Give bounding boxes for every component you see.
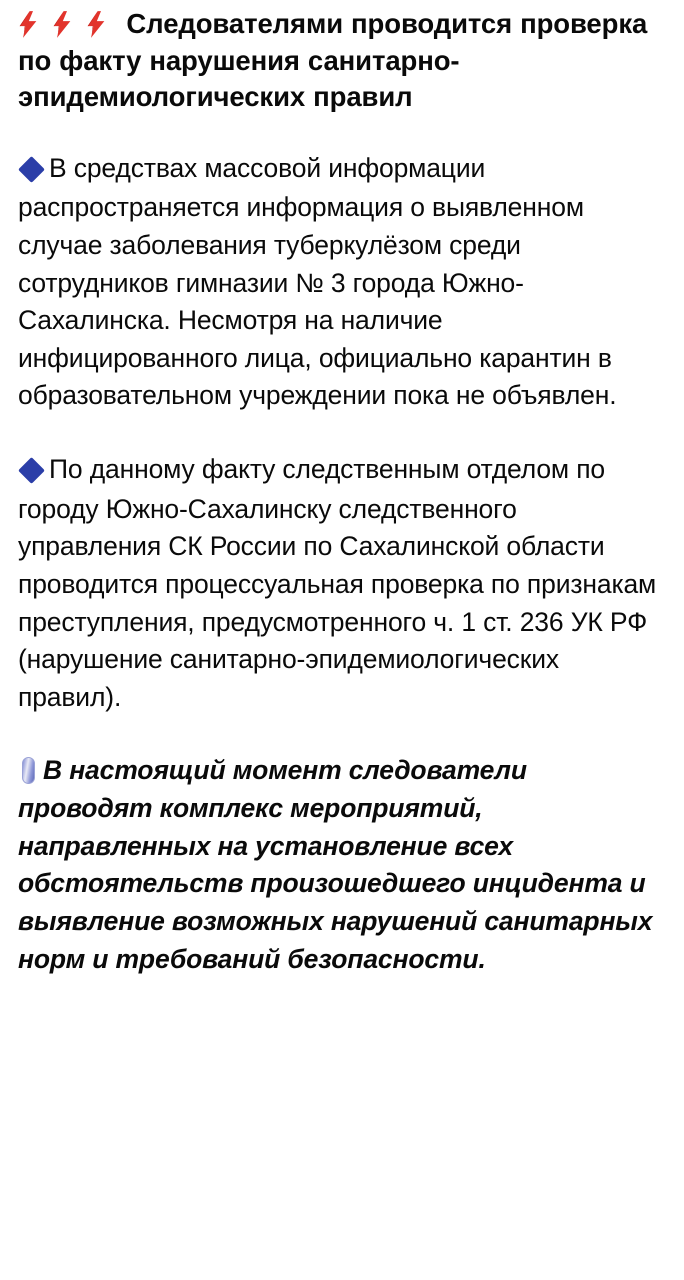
post-paragraph-text: В средствах массовой информации распространяется информация о выявленном случае заболевания туберкулёзом среди сотрудников гимназии № 3 города Южно-Сахалинска. Несмотря на наличие инфицированного лица, официально карантин в образовательном учреждении пока не объявлен.: [18, 152, 617, 411]
blue-capsule-icon: [22, 757, 35, 784]
lightning-bolt-icon: [86, 11, 106, 38]
post-paragraph-text: По данному факту следственным отделом по городу Южно-Сахалинску следственного управления СК России по Сахалинской области проводится процессуальная проверка по признакам преступления, предусмотренного ч. 1 ст. 236 УК РФ (нарушение санитарно-эпидемиологических правил).: [18, 454, 657, 712]
post-headline: [18, 6, 666, 116]
lightning-bolt-icon: [18, 11, 38, 38]
post-paragraph: [18, 451, 666, 716]
blue-diamond-icon: [22, 453, 41, 491]
lightning-bolt-icon-group: [18, 8, 120, 39]
post-paragraph-text: В настоящий момент следователи проводят комплекс мероприятий, направленных на установление всех обстоятельств произошедшего инцидента и выявление возможных нарушений санитарных норм и требований безопасности.: [18, 755, 653, 974]
lightning-bolt-icon: [52, 11, 72, 38]
post-paragraph: [18, 150, 666, 415]
post-paragraph-emphasized: [18, 752, 666, 978]
blue-diamond-icon: [22, 152, 41, 190]
post-headline-text: Следователями проводится проверка по факту нарушения санитарно-эпидемиологических правил: [18, 8, 648, 113]
